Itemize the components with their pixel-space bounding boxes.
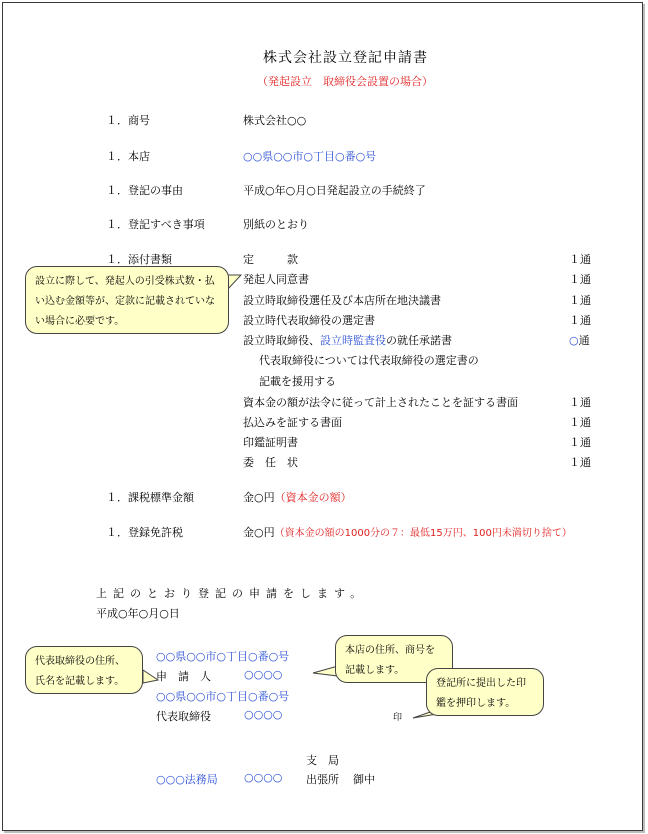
applicant-address: ○○県○○市○丁目○番○号 — [156, 650, 290, 663]
attachment-count: １通 — [569, 396, 591, 409]
applicant-label: 申 請 人 — [156, 670, 211, 683]
item-value-registration-reason: 平成○年○月○日発起設立の手続終了 — [243, 184, 426, 197]
attachment-seal-certificate: 印鑑証明書 — [243, 436, 298, 449]
attachment-acceptance-a: 設立時取締役、 — [243, 334, 320, 347]
attachment-power-of-attorney: 委 任 状 — [243, 456, 298, 469]
tax-base-note: （資本金の額） — [274, 491, 352, 504]
callout-pointer-rep — [143, 670, 158, 683]
attachments-label: １．添付書類 — [106, 253, 172, 266]
item-value-trade-name: 株式会社○○ — [243, 114, 307, 127]
callout-head-office: 本店の住所、商号を記載します。 — [335, 635, 453, 683]
tax-base-label: １．課税標準金額 — [106, 491, 194, 504]
item-label-trade-name: １．商号 — [106, 114, 150, 127]
attachment-rep-director-selection: 設立時代表取締役の選定書 — [243, 314, 375, 327]
item-value-registration-matters: 別紙のとおり — [243, 218, 309, 231]
callout-pointer-promoter — [228, 275, 241, 289]
attachment-count: １通 — [569, 294, 591, 307]
item-label-head-office: １．本店 — [106, 150, 150, 163]
attachment-note-line2: 記載を援用する — [259, 375, 336, 388]
item-label-registration-reason: １．登記の事由 — [106, 184, 183, 197]
document-page — [2, 2, 643, 831]
office-suffix: 御中 — [353, 773, 375, 786]
declaration-text: 上記のとおり登記の申請をします。 — [96, 587, 368, 600]
seal-mark: 印 — [393, 713, 403, 723]
attachment-count: １通 — [569, 314, 591, 327]
attachment-capital-proof: 資本金の額が法令に従って計上されたことを証する書面 — [243, 396, 518, 409]
item-label-registration-matters: １．登記すべき事項 — [106, 218, 205, 231]
callout-representative: 代表取締役の住所、氏名を記載します。 — [25, 646, 143, 694]
document-title: 株式会社設立登記申請書 — [263, 50, 428, 66]
attachment-count: １通 — [569, 436, 591, 449]
license-tax-amount: 金○円 — [243, 526, 275, 539]
office-bureau: ○○○法務局 — [156, 773, 218, 786]
attachment-articles: 定 款 — [243, 253, 298, 266]
attachment-count: １通 — [569, 273, 591, 286]
tax-base-amount: 金○円 — [243, 491, 275, 504]
license-tax-note: （資本金の額の1000分の７：最低15万円、100円未満切り捨て） — [274, 528, 572, 539]
attachment-count: １通 — [569, 416, 591, 429]
attachment-acceptance-c: の就任承諾書 — [386, 334, 452, 347]
office-sub: 出張所 — [306, 773, 339, 786]
attachment-count: １通 — [569, 456, 591, 469]
office-branch: 支 局 — [306, 754, 339, 767]
attachment-note-line1: 代表取締役については代表取締役の選定書の — [259, 354, 479, 367]
attachment-payment-proof: 払込みを証する書面 — [243, 416, 342, 429]
application-date: 平成○年○月○日 — [96, 607, 180, 620]
callout-promoter-consent: 設立に際して、発起人の引受株式数・払い込む金額等が、定款に記載されていない場合に必要です。 — [25, 266, 229, 334]
document-subtitle: （発起設立 取締役会設置の場合） — [257, 75, 433, 88]
license-tax-label: １．登録免許税 — [106, 526, 183, 539]
attachment-promoter-consent: 発起人同意書 — [243, 273, 309, 286]
representative-name: ○○○○ — [244, 708, 283, 721]
attachment-count-circle: ○ — [569, 334, 579, 347]
attachment-count-suffix: 通 — [578, 334, 590, 347]
applicant-name: ○○○○ — [244, 668, 283, 681]
attachment-count: １通 — [569, 253, 591, 266]
callout-pointers — [3, 3, 642, 830]
representative-label: 代表取締役 — [156, 710, 211, 723]
office-name: ○○○○ — [244, 771, 283, 784]
attachment-director-election: 設立時取締役選任及び本店所在地決議書 — [243, 294, 441, 307]
item-value-head-office: ○○県○○市○丁目○番○号 — [243, 150, 377, 163]
callout-seal: 登記所に提出した印鑑を押印します。 — [426, 668, 544, 716]
representative-address: ○○県○○市○丁目○番○号 — [156, 690, 290, 703]
attachment-acceptance-auditor: 設立時監査役 — [320, 334, 386, 347]
